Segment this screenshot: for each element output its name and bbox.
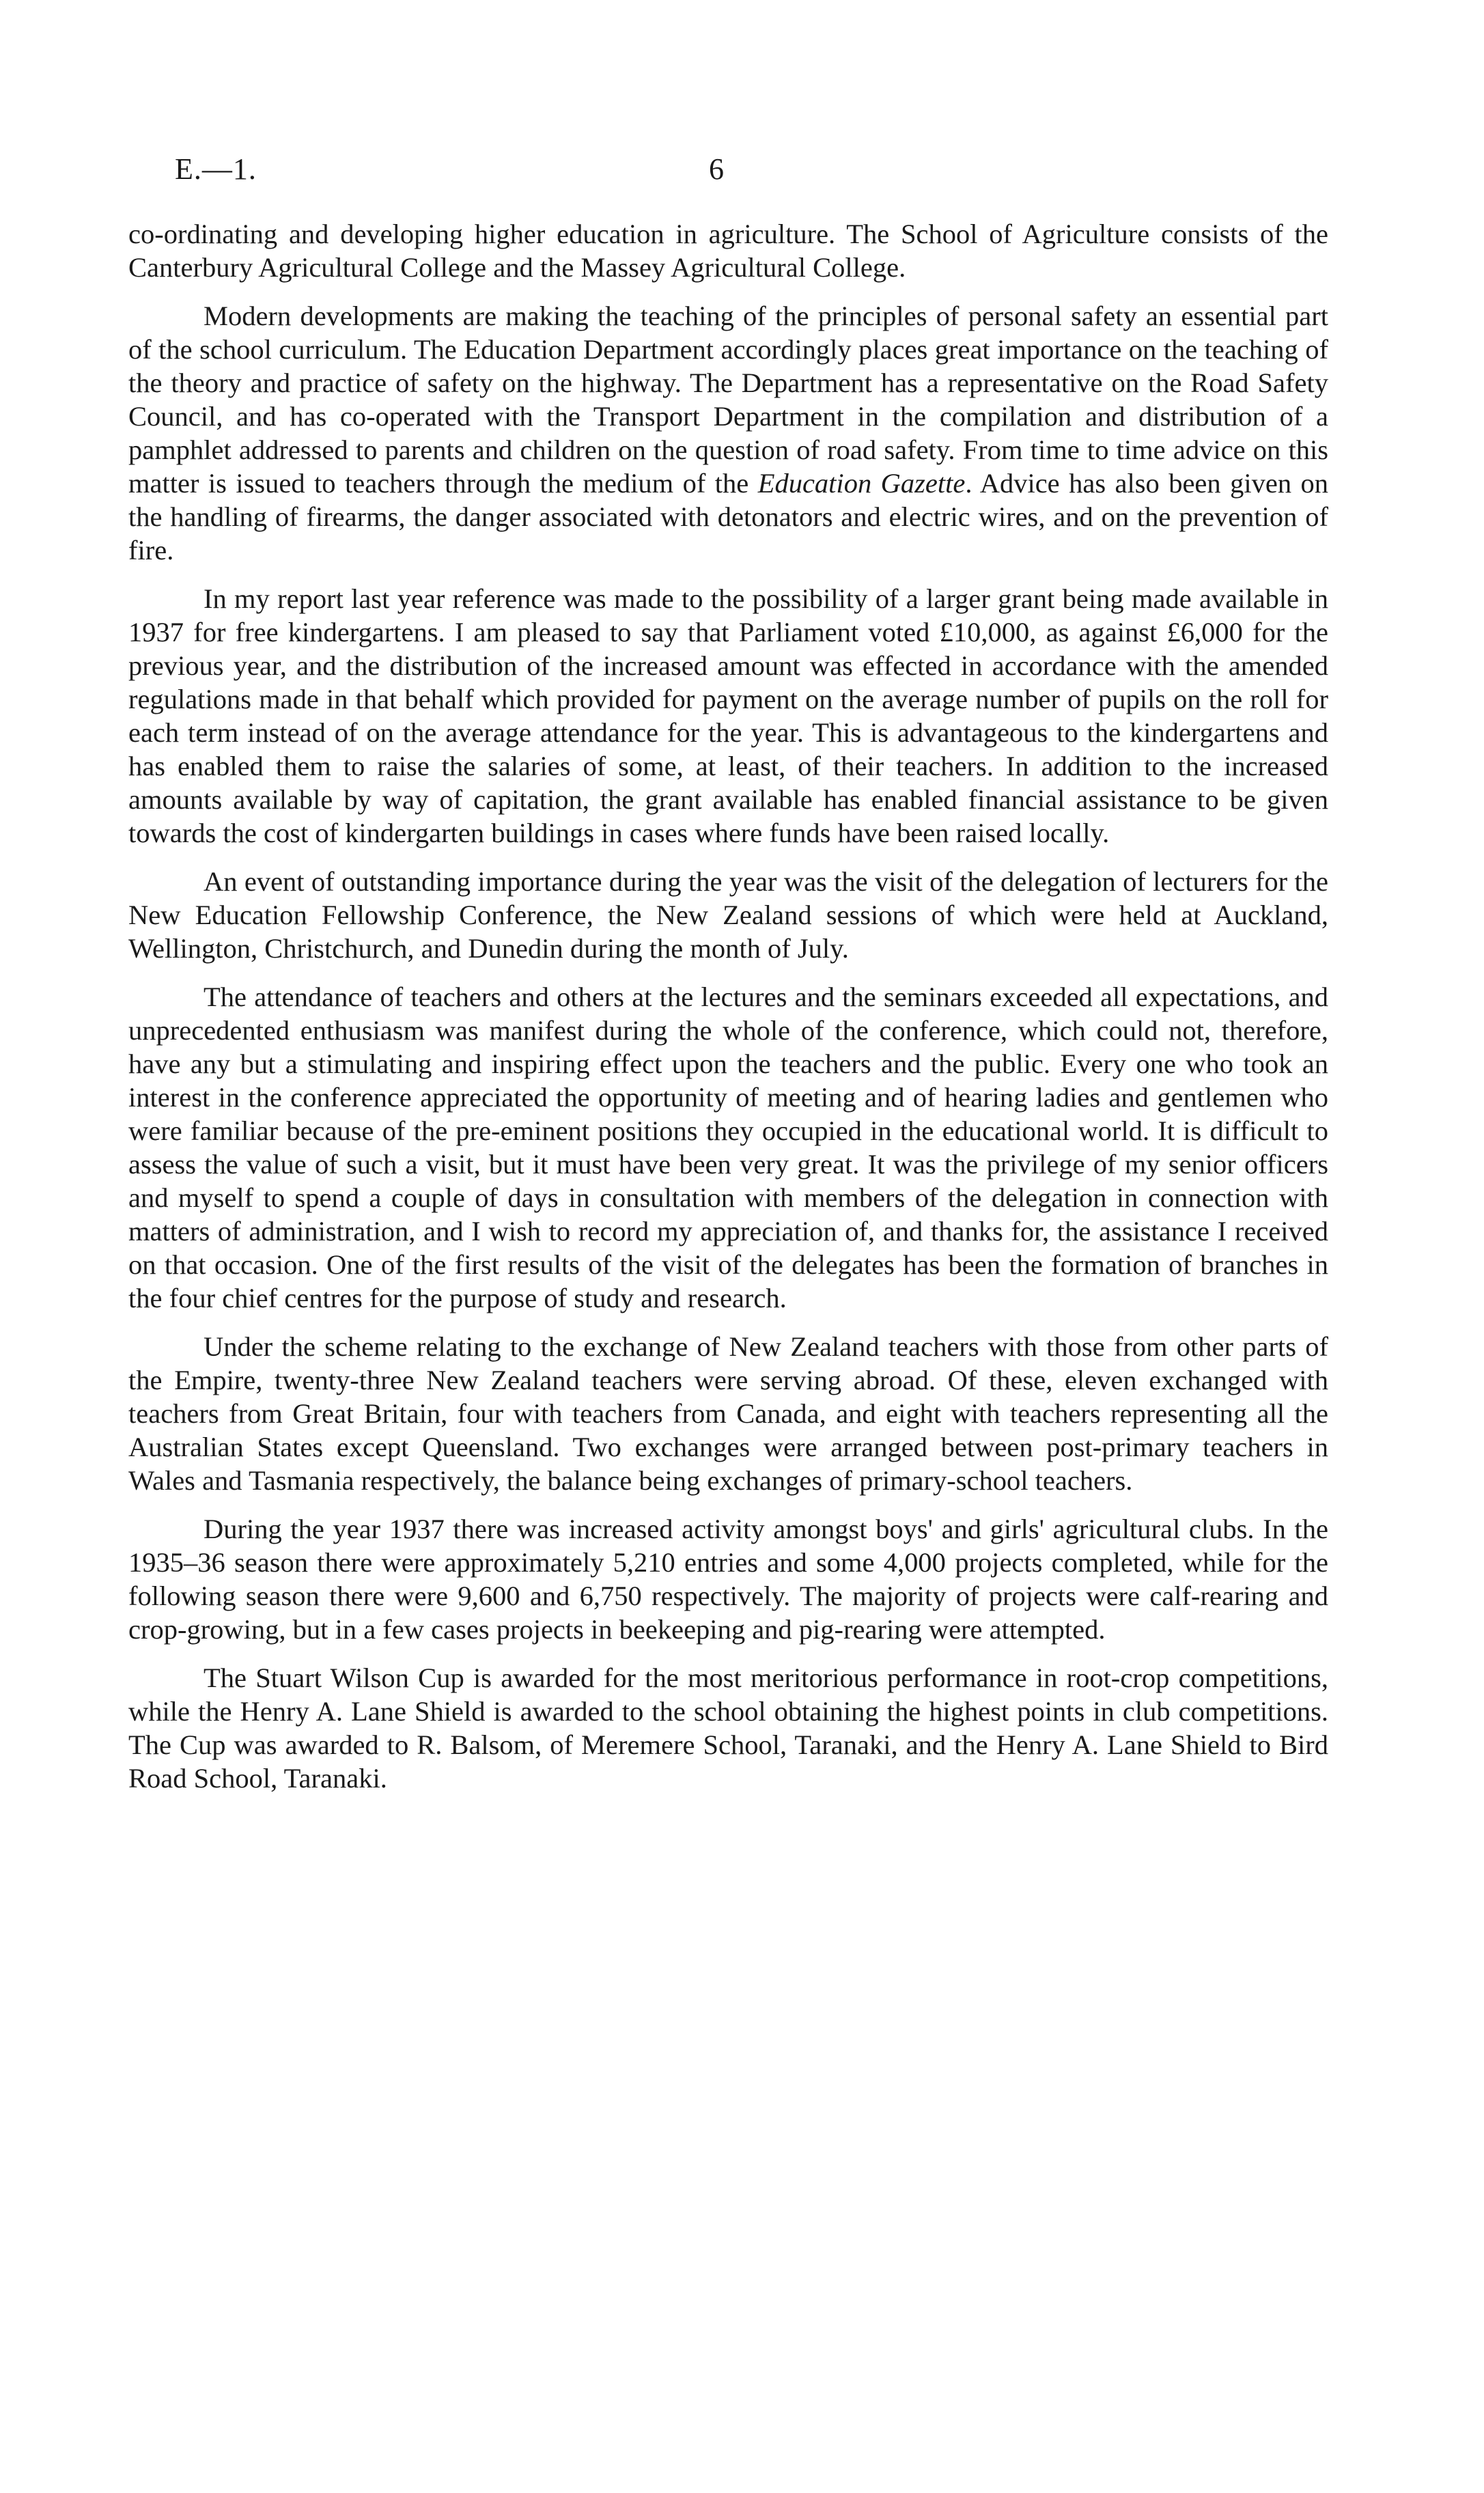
page-reference: E.—1.: [175, 152, 257, 186]
gazette-title: Education Gazette: [757, 468, 966, 499]
paragraph-fellowship-delegation: An event of outstanding importance during the year was the visit of the delegation of lecturers for the New Education Fellowship Conference, the New Zealand sessions of which were held at Auckland, Wellington, Christchurch, and Dunedin during the month of July.: [128, 866, 1328, 964]
body-text: [128, 217, 1328, 1810]
paragraph-agricultural-clubs: During the year 1937 there was increased activity amongst boys' and girls' agricultural clubs. In the 1935–36 season there were approximately 5,210 entries and some 4,000 projects completed, while for the following season there were 9,600 and 6,750 respectively. The majority of projects were calf-rearing and crop-growing, but in a few cases projects in beekeeping and pig-rearing were attempted.: [128, 1514, 1328, 1645]
paragraph-agriculture-school: co-ordinating and developing higher education in agriculture. The School of Agriculture consists of the Canterbury Agricultural College and the Massey Agricultural College.: [128, 219, 1328, 283]
paragraph-kindergartens: In my report last year reference was made to the possibility of a larger grant being made available in 1937 for free kindergartens. I am pleased to say that Parliament voted £10,000, as against £6,000 for the previous year, and the distribution of the increased amount was effected in accordance with the amended regulations made in that behalf which provided for payment on the average number of pupils on the roll for each term instead of on the average attendance for the year. This is advantageous to the kindergartens and has enabled them to raise the salaries of some, at least, of their teachers. In addition to the increased amounts available by way of capitation, the grant available has enabled financial assistance to be given towards the cost of kindergarten buildings in cases where funds have been raised locally.: [128, 583, 1328, 848]
paragraph-teacher-exchange: Under the scheme relating to the exchange of New Zealand teachers with those from other parts of the Empire, twenty-three New Zealand teachers were serving abroad. Of these, eleven exchanged with teachers from Great Britain, four with teachers from Canada, and eight with teachers representing all the Australian States except Queensland. Two exchanges were arranged between post-primary teachers in Wales and Tasmania respectively, the balance being exchanges of primary-school teachers.: [128, 1331, 1328, 1496]
paragraph-cup-and-shield: The Stuart Wilson Cup is awarded for the most meritorious performance in root-crop competitions, while the Henry A. Lane Shield is awarded to the school obtaining the highest points in club competitions. The Cup was awarded to R. Balsom, of Meremere School, Taranaki, and the Henry A. Lane Shield to Bird Road School, Taranaki.: [128, 1662, 1328, 1794]
paragraph-conference-attendance: The attendance of teachers and others at the lectures and the seminars exceeded all expectations, and unprecedented enthusiasm was manifest during the whole of the conference, which could not, therefore, have any but a stimulating and inspiring effect upon the teachers and the public. Every one who took an interest in the conference appreciated the opportunity of meeting and of hearing ladies and gentlemen who were familiar because of the pre-eminent positions they occupied in the educational world. It is difficult to assess the value of such a visit, but it must have been very great. It was the privilege of my senior officers and myself to spend a couple of days in consultation with members of the delegation in connection with matters of administration, and I wish to record my appreciation of, and thanks for, the assistance I received on that occasion. One of the first results of the visit of the delegates has been the formation of branches in the four chief centres for the purpose of study and research.: [128, 981, 1328, 1313]
page-header: [175, 152, 1336, 193]
page-number: 6: [709, 152, 724, 186]
paragraph-personal-safety: Modern developments are making the teaching of the principles of personal safety an essential part of the school curriculum. The Education Department accordingly places great importance on the teaching of the theory and practice of safety on the highway. The Department has a representative on the Road Safety Council, and has co-operated with the Transport Department in the compilation and distribution of a pamphlet addressed to parents and children on the question of road safety. From time to time advice on this matter is issued to teachers through the medium of the Education Gazette. Advice has also been given on the handling of firearms, the danger associated with detonators and electric wires, and on the prevention of fire.: [128, 301, 1329, 566]
